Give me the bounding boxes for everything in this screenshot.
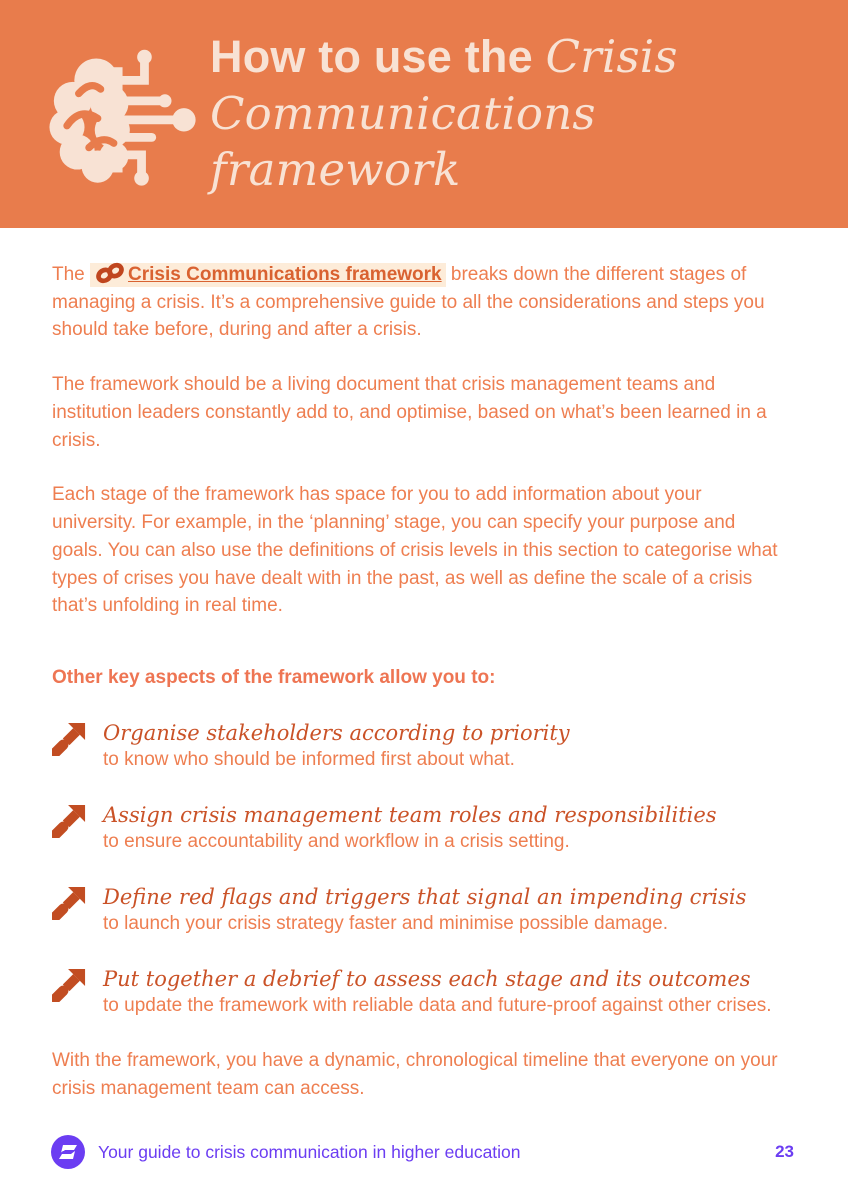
key-aspects-heading: Other key aspects of the framework allow you to: [52,667,496,689]
list-item-desc: to know who should be informed first about what. [103,749,515,771]
brain-circuit-icon [48,39,200,189]
closing-paragraph: With the framework, you have a dynamic, chronological timeline that everyone on your crisis management team can access. [52,1049,778,1099]
list-item-desc: to ensure accountability and workflow in a crisis setting. [103,831,570,853]
list-item-title: Define red flags and triggers that signal an impending crisis [103,884,747,909]
brand-logo-icon [50,1134,86,1170]
page-footer [50,1134,794,1170]
page-title-regular: How to use the [210,30,533,82]
footer-tagline: Your guide to crisis communication in higher education [98,1141,521,1162]
arrow-icon [52,722,86,756]
list-item [52,801,790,856]
chain-link-icon [94,262,126,284]
intro-paragraph [52,261,790,344]
intro-before-link: The [52,264,85,285]
page-title-italic: Crisis [545,29,678,83]
crisis-framework-link[interactable] [90,263,446,287]
crisis-framework-link-label: Crisis Communications framework [128,264,442,285]
paragraph-living-document: The framework should be a living document that crisis management teams and institution leaders constantly add to, and optimise, based on what’s been learned in a crisis. [52,374,767,451]
arrow-icon [52,886,86,920]
list-item [52,965,790,1020]
arrow-icon [52,968,86,1002]
list-item-title: Put together a debrief to assess each stage and its outcomes [103,966,751,991]
list-item-title: Assign crisis management team roles and responsibilities [103,803,717,828]
header-banner [0,0,848,228]
paragraph-stages: Each stage of the framework has space for you to add information about your university. For example, in the ‘planning’ stage, you can specify your purpose and goals. You can also use the definitions of crisis levels in this section to categorise what types of crises you have dealt with in the past, as well as define the scale of a crisis that’s unfolding in real time. [52,484,778,617]
list-item-title: Organise stakeholders according to priority [103,721,570,746]
arrow-icon [52,804,86,838]
list-item-desc: to launch your crisis strategy faster and minimise possible damage. [103,913,668,935]
page-title [210,29,848,199]
list-item-desc: to update the framework with reliable data and future-proof against other crises. [103,995,772,1017]
list-item [52,883,790,938]
page-number: 23 [775,1142,794,1161]
intro-after-link: breaks down the different stages of managing a crisis. It’s a comprehensive guide to all the considerations and steps you should take before, during and after a crisis. [52,264,765,341]
page-body [0,228,848,1129]
page-title-line2: Communications framework [210,86,596,197]
list-item [52,719,790,774]
